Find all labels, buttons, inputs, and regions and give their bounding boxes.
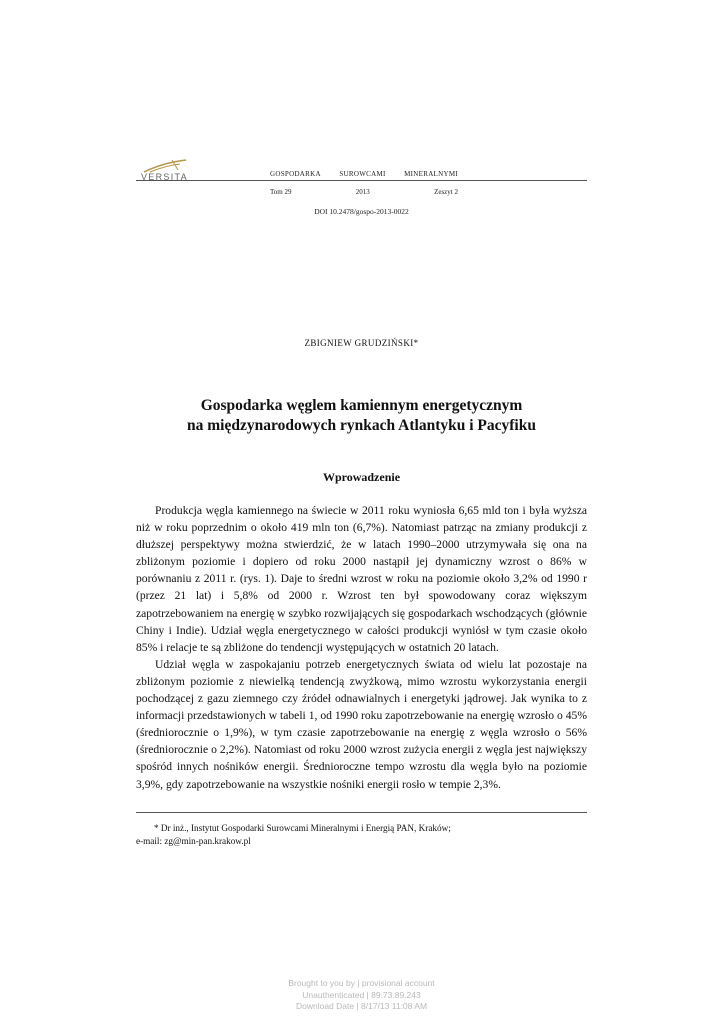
paragraph-2: Udział węgla w zaspokajaniu potrzeb energetycznych świata od wielu lat pozostaje na zbliżonym poziomie z niewielką tendencją zwyżkową, mimo wzrostu wykorzystania energii pochodzącej z gazu ziemnego czy źródeł odnawialnych i energetyki jądrowej. Jak wynika to z informacji przedstawionych w tabeli 1, od 1990 roku zapotrzebowanie na energię wzrosło o 45% (średniorocznie o 1,9%), w tym czasie zapotrzebowanie na energię z węgla wzrosło o 56% (średniorocznie o 2,2%). Natomiast od roku 2000 wzrost zużycia energii z węgla jest największy spośród innych nośników energii. Średnioroczne tempo wzrostu dla węgla było na poziomie 3,9%, gdy zapotrzebowanie na wszystkie nośniki energii rosło w tempie 2,3%. — [136, 657, 587, 791]
watermark-line-3: Download Date | 8/17/13 11:08 AM — [295, 1001, 428, 1011]
footnote-email: e-mail: zg@min-pan.krakow.pl — [136, 836, 251, 846]
footnote-affiliation: * Dr inż., Instytut Gospodarki Surowcami Mineralnymi i Energią PAN, Kraków; — [154, 823, 451, 833]
footnote-divider — [136, 812, 587, 813]
year: 2013 — [355, 188, 370, 196]
volume: Tom 29 — [270, 188, 292, 196]
author-name: ZBIGNIEW GRUDZIŃSKI* — [304, 338, 419, 348]
issue-info — [270, 188, 458, 196]
article-title — [136, 396, 587, 436]
footnote — [136, 822, 587, 848]
issue-number: Zeszyt 2 — [434, 188, 458, 196]
journal-word-3: MINERALNYMI — [404, 170, 458, 178]
journal-name — [270, 170, 458, 178]
logo-text: VERSITA — [141, 172, 188, 182]
title-line-2: na międzynarodowych rynkach Atlantyku i Pacyfiku — [187, 417, 536, 434]
journal-word-1: GOSPODARKA — [270, 170, 321, 178]
header-divider — [136, 180, 587, 181]
watermark-line-1: Brought to you by | provisional account — [288, 978, 435, 988]
download-watermark — [136, 978, 587, 1013]
watermark-line-2: Unauthenticated | 89.73.89.243 — [302, 989, 421, 1000]
doi: DOI 10.2478/gospo-2013-0022 — [314, 207, 409, 216]
title-line-1: Gospodarka węglem kamiennym energetycznym — [200, 397, 523, 414]
body-text — [136, 502, 587, 793]
journal-word-2: SUROWCAMI — [339, 170, 386, 178]
paragraph-1: Produkcja węgla kamiennego na świecie w 2011 roku wyniosła 6,65 mld ton i była wyższa niż w roku poprzednim o około 419 mln ton (6,7%). Natomiast patrząc na zmiany produkcji z dłuższej perspektywy można stwierdzić, że w latach 1990–2000 utrzymywała się ona na zbliżonym poziomie i dopiero od roku 2000 nastąpił jej dynamiczny wzrost o 86% w porównaniu z 2011 r. (rys. 1). Daje to średni wzrost w roku na poziomie około 3,2% od 1990 r (przez 21 lat) i 5,8% od 2000 r. Wzrost ten był spowodowany coraz większym zapotrzebowaniem na energię w szybko rozwijających się gospodarkach wschodzących (głównie Chiny i Indie). Udział węgla energetycznego w całości produkcji wyniósł w tym czasie około 85% i relacje te są zbliżone do tendencji występujących w ostatnich 20 latach. — [136, 504, 587, 654]
section-heading: Wprowadzenie — [322, 470, 401, 484]
